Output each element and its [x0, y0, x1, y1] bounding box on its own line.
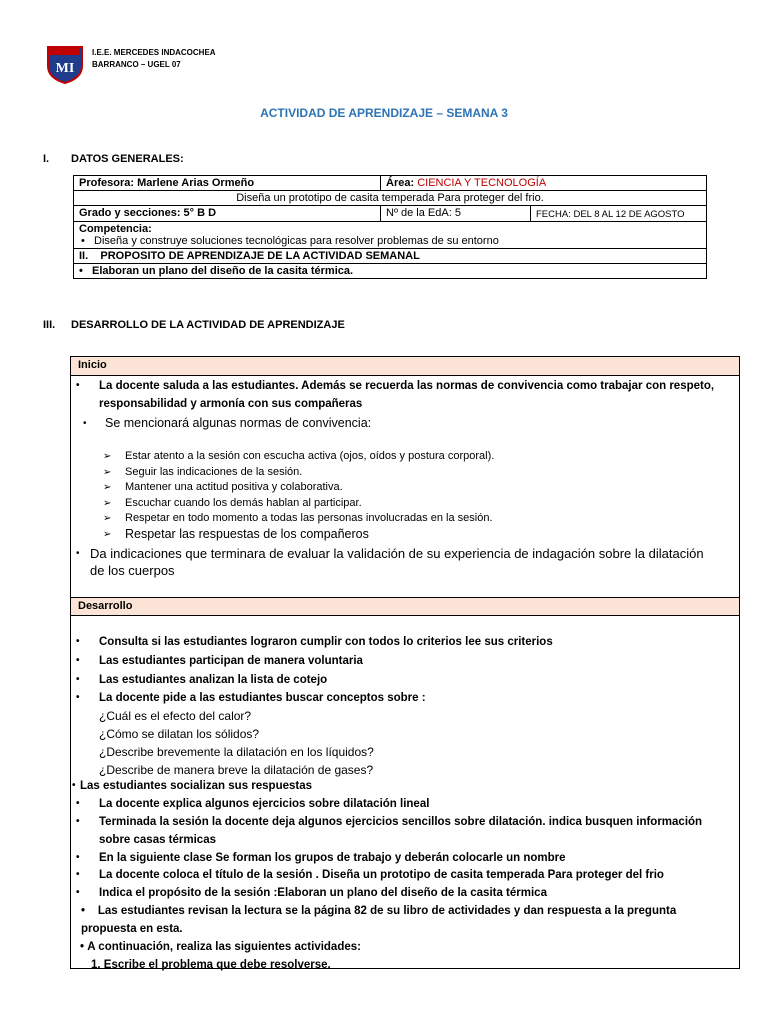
fecha-cell: FECHA: DEL 8 AL 12 DE AGOSTO — [531, 206, 707, 222]
descripcion-cell: Diseña un prototipo de casita temperada Para proteger del frio. — [74, 191, 707, 206]
norm-item: ➢ Respetar las respuestas de los compañeros — [103, 526, 369, 541]
desarrollo-item-terminada: • Terminada la sesión la docente deja algunos ejercicios sencillos sobre dilatación. indica busquen información sobre casas térmicas — [76, 816, 703, 846]
desarrollo-item-continuacion: • A continuación, realiza las siguientes actividades: — [80, 941, 361, 953]
area-cell: Área: CIENCIA Y TECNOLOGÍA — [381, 176, 707, 191]
desarrollo-item-grupos: • En la siguiente clase Se forman los grupos de trabajo y deberán colocarle un nombre — [76, 852, 566, 864]
desarrollo-item-explica: • La docente explica algunos ejercicios sobre dilatación lineal — [76, 798, 430, 810]
competencia-cell: Competencia: • Diseña y construye soluciones tecnológicas para resolver problemas de su entorno — [74, 222, 707, 249]
desarrollo-item: • La docente pide a las estudiantes buscar conceptos sobre : — [76, 692, 426, 704]
profesora-cell: Profesora: Marlene Arias Ormeño — [74, 176, 381, 191]
proposito-header-cell: II. PROPOSITO DE APRENDIZAJE DE LA ACTIVIDAD SEMANAL — [74, 249, 707, 264]
norm-item: ➢ Mantener una actitud positiva y colaborativa. — [103, 481, 343, 493]
grado-cell: Grado y secciones: 5° B D — [74, 206, 381, 222]
norms-list — [103, 449, 495, 542]
norm-item: ➢ Respetar en todo momento a todas las personas involucradas en la sesión. — [103, 512, 493, 524]
competencia-text: Diseña y construye soluciones tecnológicas para resolver problemas de su entorno — [94, 235, 499, 247]
school-line-1: I.E.E. MERCEDES INDACOCHEA — [92, 48, 216, 57]
activity-development-box — [70, 356, 740, 969]
document-title: ACTIVIDAD DE APRENDIZAJE – SEMANA 3 — [260, 106, 508, 120]
inicio-item-normas: • Se mencionará algunas normas de convivencia: — [83, 416, 372, 430]
question-item: ¿Describe de manera breve la dilatación de gases? — [99, 763, 374, 777]
logo-letters: MI — [55, 61, 75, 76]
desarrollo-item-lectura: • Las estudiantes revisan la lectura se la página 82 de su libro de actividades y dan respuesta a la pregunta propuesta en esta. — [81, 905, 677, 935]
section-desarrollo-actividad: III. DESARROLLO DE LA ACTIVIDAD DE APRENDIZAJE — [43, 319, 345, 331]
school-name — [92, 47, 216, 71]
general-data-table — [73, 175, 707, 279]
desarrollo-item-titulo: • La docente coloca el título de la sesión . Diseña un prototipo de casita temperada Para proteger del frio — [76, 869, 664, 881]
area-value: CIENCIA Y TECNOLOGÍA — [417, 177, 547, 189]
question-item: ¿Describe brevemente la dilatación en los líquidos? — [99, 745, 374, 759]
desarrollo-item-proposito: • Indica el propósito de la sesión :Elaboran un plano del diseño de la casita térmica — [76, 887, 547, 899]
desarrollo-item: • Las estudiantes participan de manera voluntaria — [76, 655, 363, 667]
desarrollo-header: Desarrollo — [71, 597, 739, 616]
norm-item: ➢ Estar atento a la sesión con escucha activa (ojos, oídos y postura corporal). — [103, 450, 495, 462]
desarrollo-paso-1: 1. Escribe el problema que debe resolverse. — [91, 959, 331, 971]
desarrollo-item-socializan: • Las estudiantes socializan sus respuestas — [72, 780, 313, 792]
eda-cell: Nº de la EdA: 5 — [381, 206, 531, 222]
norm-item: ➢ Seguir las indicaciones de la sesión. — [103, 465, 303, 478]
school-line-2: BARRANCO – UGEL 07 — [92, 60, 181, 69]
inicio-item-saluda: • La docente saluda a las estudiantes. Además se recuerda las normas de convivencia como trabajar con respeto, responsabilidad y armonía con sus compañeras — [76, 380, 715, 410]
school-shield-logo — [46, 44, 84, 84]
desarrollo-item: • Las estudiantes analizan la lista de cotejo — [76, 674, 328, 686]
proposito-cell: • Elaboran un plano del diseño de la casita térmica. — [74, 264, 707, 279]
question-item: ¿Cuál es el efecto del calor? — [99, 709, 252, 723]
section-datos-generales: I. DATOS GENERALES: — [43, 153, 184, 165]
desarrollo-item: • Consulta si las estudiantes lograron cumplir con todos lo criterios lee sus criterios — [76, 636, 553, 648]
question-list — [99, 707, 735, 779]
norm-item: ➢ Escuchar cuando los demás hablan al participar. — [103, 496, 362, 509]
inicio-item-indicaciones: • Da indicaciones que terminara de evaluar la validación de su experiencia de indagación sobre la dilatación de los cuerpos — [76, 546, 704, 578]
inicio-header: Inicio — [71, 357, 739, 376]
question-item: ¿Cómo se dilatan los sólidos? — [99, 727, 260, 741]
